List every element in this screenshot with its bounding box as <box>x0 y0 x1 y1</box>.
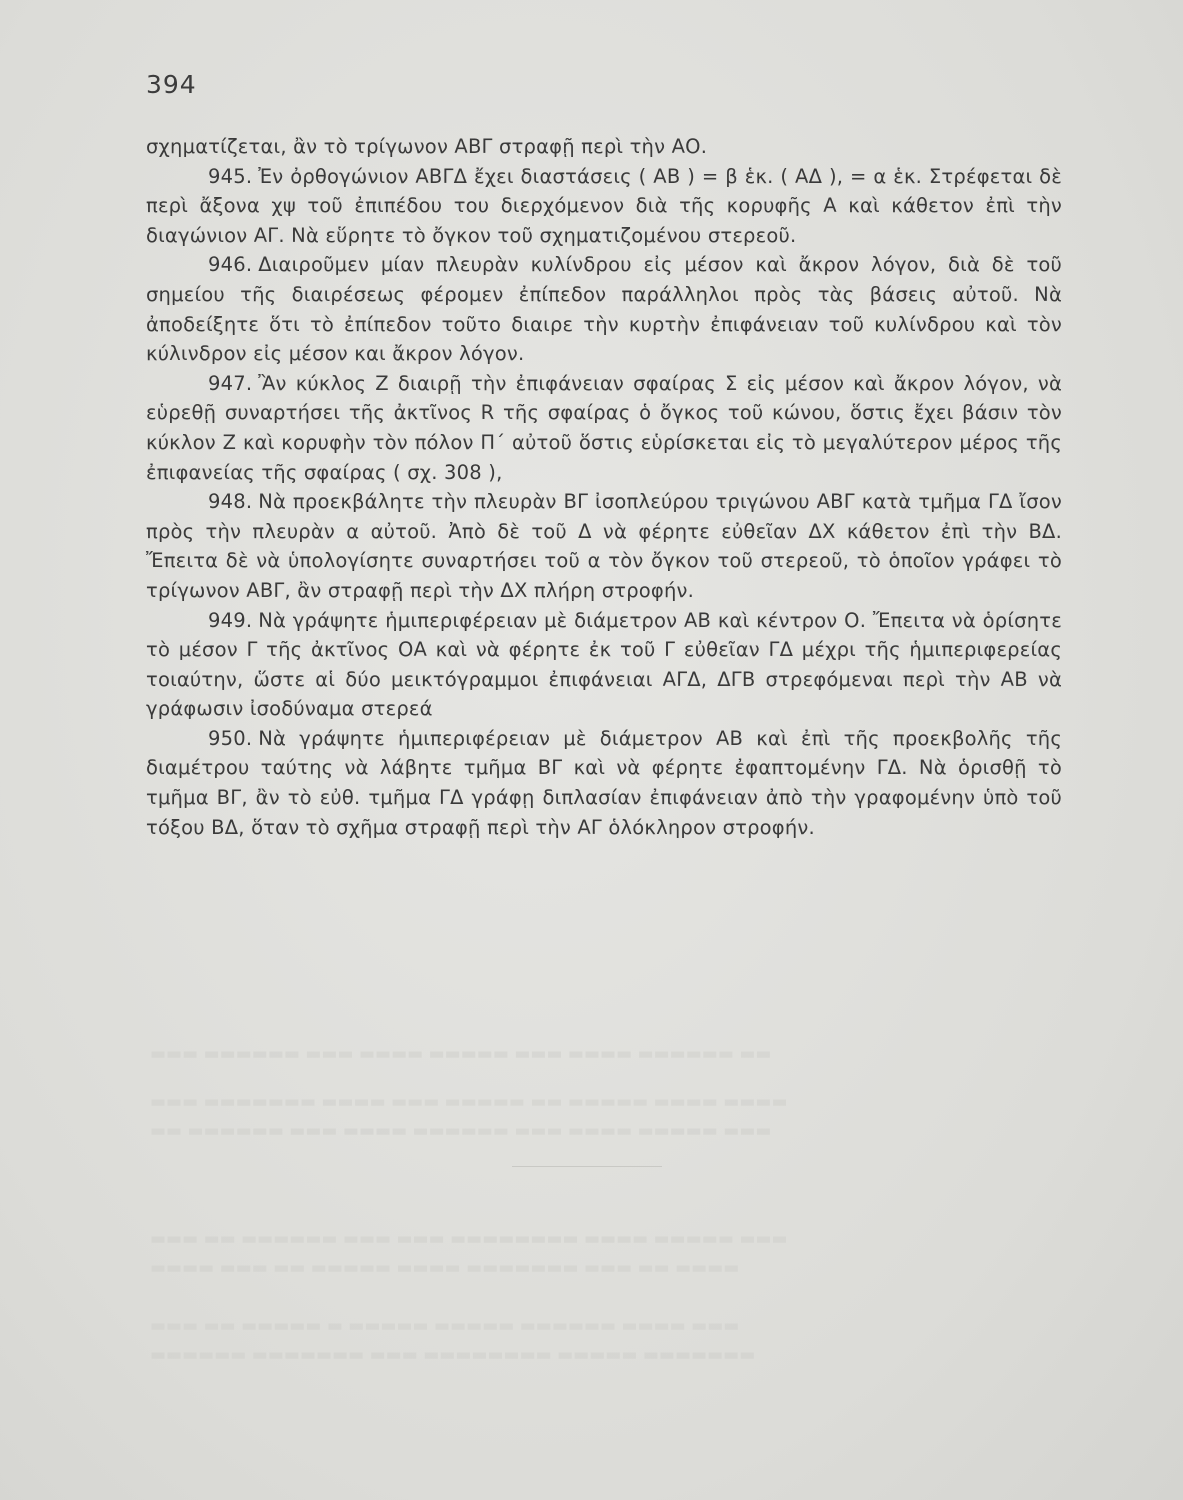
problem-number: 948. <box>208 490 253 514</box>
problem-number: 945. <box>208 164 253 188</box>
problem-number: 946. <box>208 253 253 277</box>
bleed-through-line: ▬▬▬ ▬▬▬▬▬▬▬ ▬▬▬▬ ▬▬▬ ▬▬▬▬▬ ▬▬ ▬▬▬▬▬ ▬▬▬▬ ▬▬▬▬ <box>150 1092 788 1112</box>
bleed-through-line: ▬▬ ▬▬▬▬▬▬ ▬▬▬ ▬▬▬▬ ▬▬▬▬▬▬ ▬▬▬ ▬▬▬▬ ▬▬▬▬▬ ▬▬▬ <box>150 1121 772 1141</box>
problem-950 <box>146 724 1062 842</box>
page-body <box>146 132 1062 842</box>
problem-946 <box>146 250 1062 368</box>
opening-line: σχηματίζεται, ἂν τὸ τρίγωνον ΑΒΓ στραφῇ περὶ τὴν ΑΟ. <box>146 135 708 158</box>
problem-text: Ἂν κύκλος Ζ διαιρῇ τὴν ἐπιφάνειαν σφαίρας Σ εἰς μέσον καὶ ἄκρον λόγον, νὰ εὑρεθῇ συναρτήσει τῆς ἀκτῖνος R τῆς σφαίρας ὁ ὄγκος τοῦ κώνου, ὅστις ἔχει βάσιν τὸν κύκλον Ζ καὶ κορυφὴν τὸν πόλον Π΄ αὐτοῦ ὅστις εὑρίσκεται εἰς τὸ μεγαλύτερον μέρος τῆς ἐπιφανείας τῆς σφαίρας ( σχ. 308 ), <box>146 371 1062 484</box>
problem-949 <box>146 606 1062 724</box>
problem-948 <box>146 487 1062 605</box>
problem-text: Ἐν ὀρθογώνιον ΑΒΓΔ ἔχει διαστάσεις ( ΑΒ ) = β ἑκ. ( ΑΔ ), = α ἑκ. Στρέφεται δὲ περὶ ἄξονα χψ τοῦ ἐπιπέδου του διερχόμενον διὰ τῆς κορυφῆς Α καὶ κάθετον ἐπὶ τὴν διαγώνιον ΑΓ. Νὰ εὕρητε τὸ ὄγκον τοῦ σχηματιζομένου στερεοῦ. <box>146 164 1062 247</box>
bleed-through-line: ▬▬▬▬ ▬▬▬ ▬▬ ▬▬▬▬▬ ▬▬▬▬ ▬▬▬▬▬▬▬ ▬▬▬ ▬▬ ▬▬▬▬ <box>150 1258 740 1278</box>
problem-text: Διαιροῦμεν μίαν πλευρὰν κυλίνδρου εἰς μέσον καὶ ἄκρον λόγον, διὰ δὲ τοῦ σημείου τῆς διαιρέσεως φέρομεν ἐπίπεδον παράλληλοι πρὸς τὰς βάσεις αὐτοῦ. Νὰ ἀποδείξητε ὅτι τὸ ἐπίπεδον τοῦτο διαιρε τὴν κυρτὴν ἐπιφάνειαν τοῦ κυλίνδρου καὶ τὸν κύλινδρον εἰς μέσον και ἄκρον λόγον. <box>146 253 1062 366</box>
problem-text: Νὰ γράψητε ἡμιπεριφέρειαν μὲ διάμετρον ΑΒ καὶ ἐπὶ τῆς προεκβολῆς τῆς διαμέτρου ταύτης νὰ λάβητε τμῆμα ΒΓ καὶ νὰ φέρητε ἐφαπτομένην ΓΔ. Νὰ ὁρισθῇ τὸ τμῆμα ΒΓ, ἂν τὸ εὐθ. τμῆμα ΓΔ γράφῃ διπλασίαν ἐπιφάνειαν ἀπὸ τὴν γραφομένην ὑπὸ τοῦ τόξου ΒΔ, ὅταν τὸ σχῆμα στραφῇ περὶ τὴν ΑΓ ὁλόκληρον στροφήν. <box>146 726 1062 839</box>
problem-945 <box>146 162 1062 251</box>
problem-number: 950. <box>208 726 253 750</box>
bleed-through-line: ▬▬▬ ▬▬ ▬▬▬▬▬ ▬ ▬▬▬▬▬ ▬▬▬▬▬ ▬▬▬▬▬▬ ▬▬▬▬ ▬▬▬ <box>150 1316 740 1336</box>
bleed-through-rule <box>512 1166 662 1167</box>
problem-text: Νὰ γράψητε ἡμιπεριφέρειαν μὲ διάμετρον ΑΒ καὶ κέντρον Ο. Ἔπειτα νὰ ὁρίσητε τὸ μέσον Γ τῆς ἀκτῖνος ΟΑ καὶ νὰ φέρητε ἐκ τοῦ Γ εὐθεῖαν ΓΔ μέχρι τῆς ἡμιπεριφερείας τοιαύτην, ὥστε αἱ δύο μεικτόγραμμοι ἐπιφάνειαι ΑΓΔ, ΔΓΒ στρεφόμεναι περὶ τὴν ΑΒ νὰ γράφωσιν ἰσοδύναμα στερεά <box>146 608 1062 721</box>
bleed-through-line: ▬▬▬ ▬▬▬▬▬▬ ▬▬▬ ▬▬▬▬ ▬▬▬▬▬ ▬▬▬ ▬▬▬▬ ▬▬▬▬▬▬ ▬▬ <box>150 1044 772 1064</box>
bleed-through-line: ▬▬▬▬▬▬ ▬▬▬▬▬▬▬ ▬▬▬ ▬▬▬▬▬▬▬▬ ▬▬▬▬▬ ▬▬▬▬▬▬▬ <box>150 1345 756 1365</box>
bleed-through-line: ▬▬▬ ▬▬ ▬▬▬▬▬▬ ▬▬▬ ▬▬▬ ▬▬▬▬▬▬▬▬ ▬▬▬▬ ▬▬▬▬▬ ▬▬▬ <box>150 1229 788 1249</box>
problem-number: 949. <box>208 608 253 632</box>
page-number: 394 <box>146 70 197 99</box>
problem-947 <box>146 369 1062 487</box>
problem-number: 947. <box>208 371 253 395</box>
problem-text: Νὰ προεκβάλητε τὴν πλευρὰν ΒΓ ἰσοπλεύρου τριγώνου ΑΒΓ κατὰ τμῆμα ΓΔ ἴσον πρὸς τὴν πλευρὰν α αὐτοῦ. Ἀπὸ δὲ τοῦ Δ νὰ φέρητε εὐθεῖαν ΔΧ κάθετον ἐπὶ τὴν ΒΔ. Ἔπειτα δὲ νὰ ὑπολογίσητε συναρτήσει τοῦ α τὸν ὄγκον τοῦ στερεοῦ, τὸ ὁποῖον γράφει τὸ τρίγωνον ΑΒΓ, ἂν στραφῇ περὶ τὴν ΔΧ πλήρη στροφήν. <box>146 490 1062 602</box>
